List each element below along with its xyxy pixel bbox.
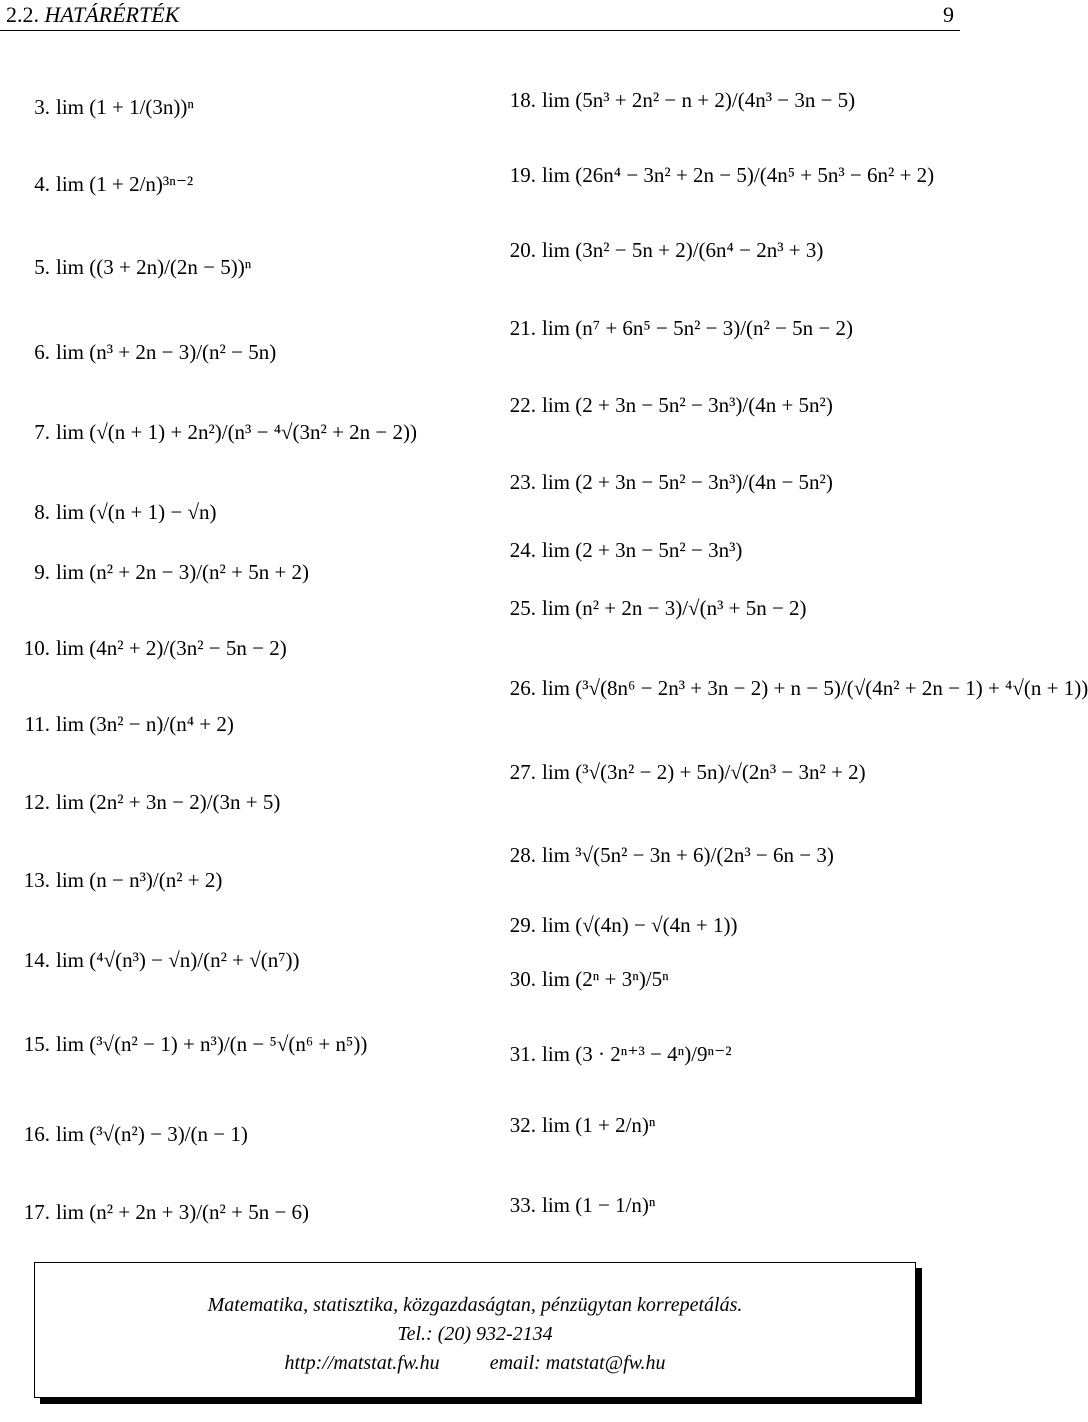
limit-expression: lim (n − n³)/(n² + 2) xyxy=(56,868,223,892)
exercise-item xyxy=(0,340,276,365)
exercise-item xyxy=(0,868,222,893)
exercise-item xyxy=(484,538,742,563)
limit-expression: lim (n² + 2n + 3)/(n² + 5n − 6) xyxy=(56,1200,310,1224)
exercise-number: 16. xyxy=(23,1122,50,1146)
page-header xyxy=(0,0,960,31)
exercise-number: 10. xyxy=(23,636,50,660)
limit-expression: lim (n² + 2n − 3)/√(n³ + 5n − 2) xyxy=(542,596,807,620)
exercise-item xyxy=(0,172,193,197)
exercise-number: 9. xyxy=(34,560,50,584)
section-title xyxy=(6,2,179,28)
exercise-number: 11. xyxy=(24,712,50,736)
exercise-item xyxy=(0,1122,248,1147)
limit-expression: lim (³√(n²) − 3)/(n − 1) xyxy=(56,1122,248,1146)
exercise-item xyxy=(484,316,853,341)
limit-expression: lim (1 − 1/n)ⁿ xyxy=(542,1193,656,1217)
exercise-number: 19. xyxy=(509,163,536,187)
limit-expression: lim (2n² + 3n − 2)/(3n + 5) xyxy=(56,790,281,814)
exercise-item xyxy=(0,95,194,120)
limit-expression: lim (5n³ + 2n² − n + 2)/(4n³ − 3n − 5) xyxy=(542,88,856,112)
exercise-number: 32. xyxy=(509,1113,536,1137)
exercise-number: 18. xyxy=(509,88,536,112)
exercise-number: 25. xyxy=(509,596,536,620)
exercise-item xyxy=(0,636,287,661)
limit-expression: lim (1 + 2/n)ⁿ xyxy=(542,1113,656,1137)
exercise-number: 14. xyxy=(23,948,50,972)
exercise-number: 30. xyxy=(509,967,536,991)
limit-expression: lim (√(n + 1) − √n) xyxy=(56,500,217,524)
limit-expression: lim (⁴√(n³) − √n)/(n² + √(n⁷)) xyxy=(56,948,300,972)
page-number: 9 xyxy=(943,2,954,27)
limit-expression: lim (n³ + 2n − 3)/(n² − 5n) xyxy=(56,340,277,364)
limit-expression: lim (3n² − n)/(n⁴ + 2) xyxy=(56,712,234,736)
footer-email[interactable]: email: matstat@fw.hu xyxy=(489,1352,666,1374)
limit-expression: lim (2ⁿ + 3ⁿ)/5ⁿ xyxy=(542,967,669,991)
exercise-number: 17. xyxy=(23,1200,50,1224)
limit-expression: lim (4n² + 2)/(3n² − 5n − 2) xyxy=(56,636,287,660)
footer-phone: Tel.: (20) 932-2134 xyxy=(397,1323,553,1345)
exercise-number: 33. xyxy=(509,1193,536,1217)
exercise-number: 12. xyxy=(23,790,50,814)
exercise-item xyxy=(0,500,216,525)
limit-expression: lim (3n² − 5n + 2)/(6n⁴ − 2n³ + 3) xyxy=(542,238,824,262)
exercise-item xyxy=(0,712,234,737)
exercise-item xyxy=(484,1193,656,1218)
exercise-number: 28. xyxy=(509,843,536,867)
limit-expression: lim (³√(8n⁶ − 2n³ + 3n − 2) + n − 5)/(√(4n² + 2n − 1) + ⁴√(n + 1)) xyxy=(542,676,1088,700)
exercise-item xyxy=(484,163,934,188)
exercise-number: 27. xyxy=(509,760,536,784)
footer-subjects: Matematika, statisztika, közgazdaságtan, pénzügytan korrepetálás. xyxy=(207,1294,743,1316)
exercise-number: 24. xyxy=(509,538,536,562)
limit-expression: lim (1 + 1/(3n))ⁿ xyxy=(56,95,195,119)
exercise-number: 31. xyxy=(509,1042,536,1066)
exercise-number: 8. xyxy=(34,500,50,524)
footer-website[interactable]: http://matstat.fw.hu xyxy=(284,1352,440,1374)
limit-expression: lim (³√(3n² − 2) + 5n)/√(2n³ − 3n² + 2) xyxy=(542,760,866,784)
exercise-number: 29. xyxy=(509,913,536,937)
exercise-number: 23. xyxy=(509,470,536,494)
limit-expression: lim (³√(n² − 1) + n³)/(n − ⁵√(n⁶ + n⁵)) xyxy=(56,1032,368,1056)
limit-expression: lim (n⁷ + 6n⁵ − 5n² − 3)/(n² − 5n − 2) xyxy=(542,316,854,340)
limit-expression: lim ((3 + 2n)/(2n − 5))ⁿ xyxy=(56,255,252,279)
exercise-item xyxy=(484,1042,732,1067)
exercise-item xyxy=(0,255,251,280)
exercise-item xyxy=(484,393,833,418)
exercise-item xyxy=(0,948,300,973)
exercise-item xyxy=(0,1200,309,1225)
exercise-item xyxy=(484,967,669,992)
exercise-item xyxy=(484,470,833,495)
limit-expression: lim (n² + 2n − 3)/(n² + 5n + 2) xyxy=(56,560,310,584)
limit-expression: lim (3 · 2ⁿ⁺³ − 4ⁿ)/9ⁿ⁻² xyxy=(542,1042,732,1066)
limit-expression: lim (√(n + 1) + 2n²)/(n³ − ⁴√(3n² + 2n − 2)) xyxy=(56,420,418,444)
limit-expression: lim (2 + 3n − 5n² − 3n³)/(4n + 5n²) xyxy=(542,393,833,417)
limit-expression: lim (√(4n) − √(4n + 1)) xyxy=(542,913,738,937)
exercise-item xyxy=(0,790,280,815)
limit-expression: lim (1 + 2/n)³ⁿ⁻² xyxy=(56,172,194,196)
exercise-item xyxy=(484,238,823,263)
limit-expression: lim (2 + 3n − 5n² − 3n³)/(4n − 5n²) xyxy=(542,470,833,494)
exercise-item xyxy=(484,676,1088,701)
exercise-item xyxy=(484,596,807,621)
footer-links xyxy=(35,1349,915,1378)
exercise-item xyxy=(0,420,417,445)
exercise-item xyxy=(484,843,834,868)
exercise-number: 22. xyxy=(509,393,536,417)
section-name: HATÁRÉRTÉK xyxy=(44,2,180,27)
exercise-number: 13. xyxy=(23,868,50,892)
exercise-number: 20. xyxy=(509,238,536,262)
exercise-number: 4. xyxy=(34,172,50,196)
limit-expression: lim (26n⁴ − 3n² + 2n − 5)/(4n⁵ + 5n³ − 6n² + 2) xyxy=(542,163,935,187)
exercise-item xyxy=(484,88,855,113)
exercise-number: 26. xyxy=(509,676,536,700)
limit-expression: lim ³√(5n² − 3n + 6)/(2n³ − 6n − 3) xyxy=(542,843,834,867)
exercise-number: 15. xyxy=(23,1032,50,1056)
exercise-number: 21. xyxy=(509,316,536,340)
exercise-item xyxy=(484,1113,656,1138)
exercise-number: 3. xyxy=(34,95,50,119)
exercise-number: 7. xyxy=(34,420,50,444)
exercise-number: 5. xyxy=(34,255,50,279)
exercise-number: 6. xyxy=(34,340,50,364)
exercise-item xyxy=(484,760,866,785)
exercise-item xyxy=(484,913,737,938)
exercise-item xyxy=(0,1032,367,1057)
limit-expression: lim (2 + 3n − 5n² − 3n³) xyxy=(542,538,743,562)
section-number: 2.2. xyxy=(6,2,39,27)
exercise-item xyxy=(0,560,309,585)
contact-box xyxy=(34,1262,916,1398)
